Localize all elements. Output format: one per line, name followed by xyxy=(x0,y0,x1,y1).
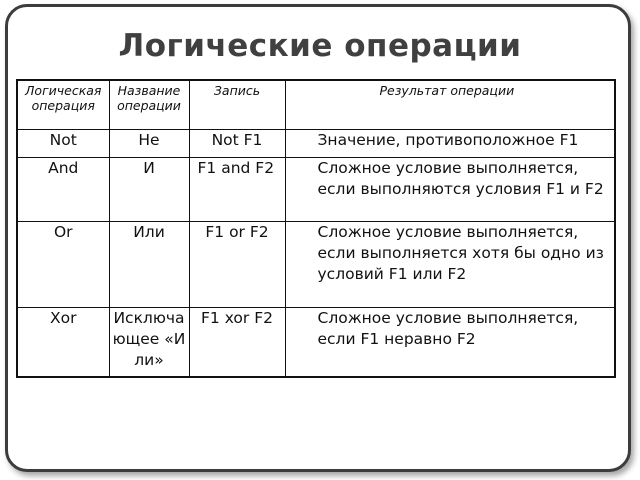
cell-result: Значение, противоположное F1 xyxy=(285,129,615,157)
table-row xyxy=(17,221,615,307)
cell-notation: Not F1 xyxy=(189,129,285,157)
header-name: Название операции xyxy=(109,80,189,129)
cell-name: И xyxy=(109,157,189,221)
cell-operation: Not xyxy=(17,129,109,157)
cell-name: Или xyxy=(109,221,189,307)
cell-name: Не xyxy=(109,129,189,157)
cell-notation: F1 xor F2 xyxy=(189,307,285,377)
cell-operation: Xor xyxy=(17,307,109,377)
logic-operations-table xyxy=(16,79,616,378)
cell-result: Сложное условие выполняется, если выполняется хотя бы одно из условий F1 или F2 xyxy=(285,221,615,307)
table-row xyxy=(17,129,615,157)
cell-result: Сложное условие выполняется, если F1 неравно F2 xyxy=(285,307,615,377)
cell-notation: F1 or F2 xyxy=(189,221,285,307)
header-result: Результат операции xyxy=(285,80,615,129)
table-row xyxy=(17,157,615,221)
cell-operation: And xyxy=(17,157,109,221)
header-operation: Логическая операция xyxy=(17,80,109,129)
header-notation: Запись xyxy=(189,80,285,129)
slide-title: Логические операции xyxy=(118,28,522,64)
cell-name: Исключающее «Или» xyxy=(109,307,189,377)
cell-result: Сложное условие выполняется, если выполняются условия F1 и F2 xyxy=(285,157,615,221)
cell-notation: F1 and F2 xyxy=(189,157,285,221)
cell-operation: Or xyxy=(17,221,109,307)
table-row xyxy=(17,307,615,377)
table-header-row xyxy=(17,80,615,129)
